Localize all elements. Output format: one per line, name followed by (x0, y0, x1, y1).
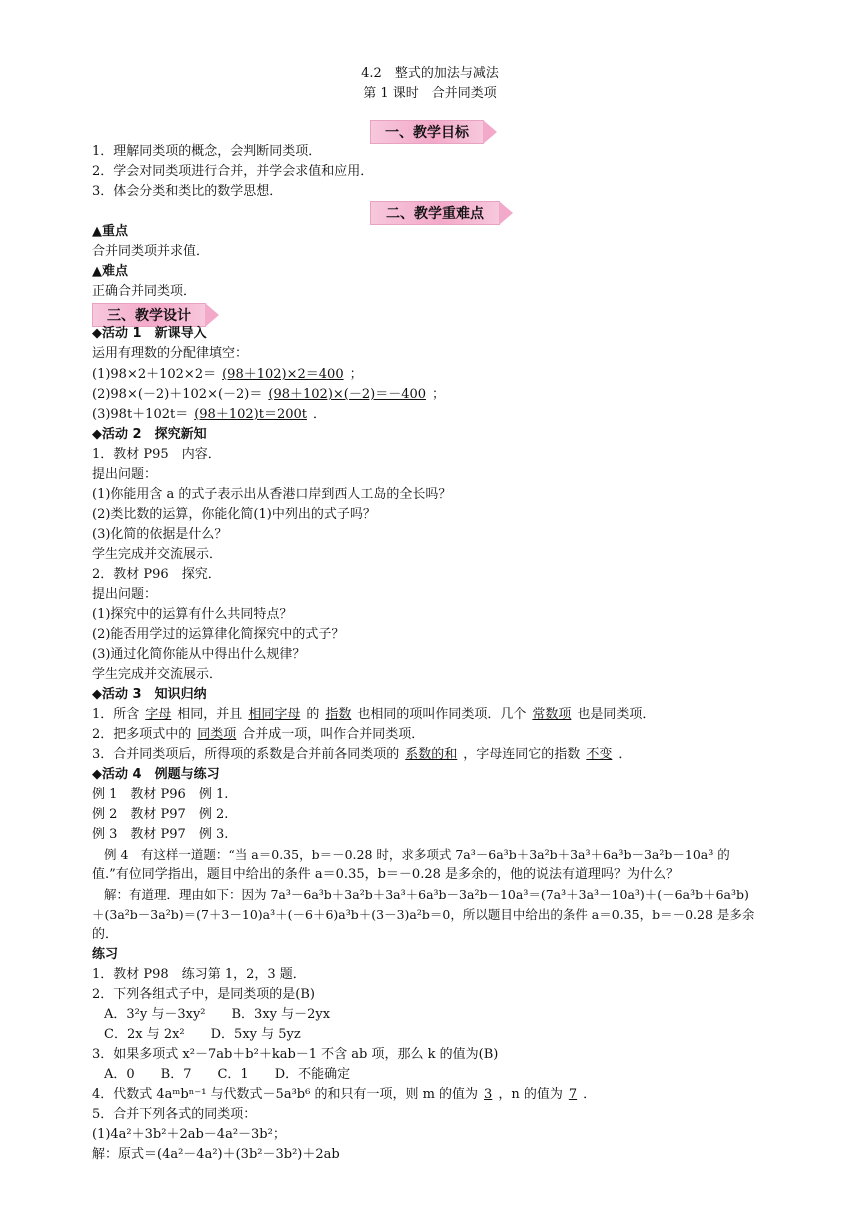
answer-blank: 7 (568, 1087, 578, 1102)
solution-text: 的． (92, 927, 119, 942)
practice-options: A．3²y 与－3xy² B．3xy 与－2yx (104, 1007, 331, 1022)
example-line: 例 1 教材 P96 例 1. (92, 787, 229, 802)
example-4-text: 值.”有位同学指出，题目中给出的条件 a＝0.35，b＝－0.28 是多余的，他的说法有道理吗？为什么？ (92, 867, 680, 882)
activity-line: (2)类比数的运算，你能化简(1)中列出的式子吗？ (92, 507, 376, 522)
text: 4．代数式 4aᵐbⁿ⁻¹ 与代数式－5a³b⁶ 的和只有一项，则 m 的值为 (92, 1087, 479, 1102)
text: 3．合并同类项后，所得项的系数是合并前各同类项的 (92, 747, 400, 762)
section-banner-design (92, 303, 206, 327)
section-banner-key (370, 201, 500, 225)
answer-blank: 常数项 (532, 707, 572, 722)
section-heading-design: 三、教学设计 (107, 308, 191, 324)
practice-heading: 练习 (92, 947, 119, 962)
text: 1．所含 (92, 707, 140, 722)
goal-item: 3．体会分类和类比的数学思想． (92, 184, 283, 199)
fill-question-2 (92, 386, 802, 404)
activity-line: 学生完成并交流展示． (92, 547, 223, 562)
difficulty-text: 正确合并同类项． (92, 284, 197, 299)
practice-item: 1．教材 P98 练习第 1，2，3 题． (92, 967, 306, 982)
arrow-icon (205, 303, 219, 327)
activity-heading: ◆活动 2 探究新知 (92, 427, 207, 442)
activity-line: 1．教材 P95 内容． (92, 447, 221, 462)
practice-solution: 解：原式＝(4a²－4a²)＋(3b²－3b²)＋2ab (92, 1147, 340, 1162)
section-heading-goals: 一、教学目标 (385, 125, 469, 141)
activity-line: (3)化简的依据是什么？ (92, 527, 228, 542)
activity-heading: ◆活动 1 新课导入 (92, 326, 207, 341)
summary-line-1 (92, 706, 802, 724)
answer-blank: 字母 (145, 707, 172, 722)
answer-blank: (98＋102)×(－2)＝－400 (268, 387, 427, 402)
punctuation: ； (432, 387, 446, 402)
example-4-text: 例 4 有这样一道题：“当 a＝0.35，b＝－0.28 时，求多项式 7a³－6a³b＋3a²b＋3a³＋6a³b－3a²b－10a³ 的 (104, 847, 730, 862)
example-line: 例 2 教材 P97 例 2. (92, 807, 229, 822)
text: 的 (306, 707, 320, 722)
text: 也是同类项． (577, 707, 656, 722)
practice-item-4 (92, 1086, 802, 1104)
answer-blank: 指数 (325, 707, 352, 722)
practice-item: 2．下列各组式子中，是同类项的是(B) (92, 987, 315, 1002)
practice-options: C．2x 与 2x² D．5xy 与 5yz (104, 1027, 301, 1042)
answer-blank: 3 (484, 1087, 493, 1102)
activity-line: (1)你能用含 a 的式子表示出从香港口岸到西人工岛的全长吗？ (92, 487, 452, 502)
section-banner-goals (370, 120, 484, 144)
answer-blank: 系数的和 (405, 747, 458, 762)
punctuation: ． (312, 407, 326, 422)
example-line: 例 3 教材 P97 例 3. (92, 827, 229, 842)
text: ． (583, 1087, 597, 1102)
activity-line: 2．教材 P96 探究． (92, 567, 221, 582)
text: ． (618, 747, 632, 762)
punctuation: ； (349, 367, 363, 382)
activity-line: 提出问题： (92, 587, 158, 602)
answer-blank: 相同字母 (248, 707, 301, 722)
summary-line-2 (92, 726, 802, 744)
summary-line-3 (92, 746, 802, 764)
activity-heading: ◆活动 3 知识归纳 (92, 687, 207, 702)
activity-heading: ◆活动 4 例题与练习 (92, 767, 220, 782)
practice-item: 3．如果多项式 x²－7ab＋b²＋kab－1 不含 ab 项，那么 k 的值为(B) (92, 1047, 499, 1062)
key-text: 合并同类项并求值． (92, 244, 210, 259)
text: ，字母连同它的指数 (463, 747, 581, 762)
activity-line: (2)能否用学过的运算律化简探究中的式子？ (92, 627, 345, 642)
question-text: (1)98×2＋102×2＝ (92, 367, 217, 382)
fill-question-3 (92, 406, 802, 424)
text: ，n 的值为 (498, 1087, 563, 1102)
activity-line: 提出问题： (92, 467, 158, 482)
goal-item: 1．理解同类项的概念，会判断同类项． (92, 144, 322, 159)
answer-blank: 不变 (586, 747, 613, 762)
difficulty-label: ▲难点 (92, 264, 128, 279)
text: 也相同的项叫作同类项．几个 (357, 707, 527, 722)
answer-blank: (98＋102)×2＝400 (222, 367, 344, 382)
lesson-title: 4.2 整式的加法与减法 (361, 66, 499, 81)
section-heading-key: 二、教学重难点 (386, 206, 484, 222)
solution-text: 解：有道理．理由如下：因为 7a³－6a³b＋3a²b＋3a³＋6a³b－3a²b－10a³＝(7a³＋3a³－10a³)＋(－6a³b＋6a³b) (104, 887, 749, 902)
question-text: (3)98t＋102t＝ (92, 407, 189, 422)
activity-line: (3)通过化简你能从中得出什么规律？ (92, 647, 306, 662)
fill-question-1 (92, 366, 802, 384)
text: 2．把多项式中的 (92, 727, 192, 742)
solution-text: ＋(3a²b－3a²b)＝(7＋3－10)a³＋(－6＋6)a³b＋(3－3)a²b＝0，所以题目中给出的条件 a＝0.35，b＝－0.28 是多余 (92, 907, 755, 922)
question-text: (2)98×(－2)＋102×(－2)＝ (92, 387, 263, 402)
text: 相同，并且 (177, 707, 243, 722)
practice-subitem: (1)4a²＋3b²＋2ab－4a²－3b²； (92, 1127, 286, 1142)
arrow-icon (483, 120, 497, 144)
lesson-subtitle: 第 1 课时 合并同类项 (363, 86, 497, 101)
activity-intro: 运用有理数的分配律填空： (92, 346, 249, 361)
key-label: ▲重点 (92, 224, 128, 239)
arrow-icon (499, 201, 513, 225)
answer-blank: 同类项 (197, 727, 237, 742)
answer-blank: (98＋102)t＝200t (194, 407, 307, 422)
practice-item: 5．合并下列各式的同类项： (92, 1107, 257, 1122)
practice-options: A．0 B．7 C．1 D．不能确定 (104, 1067, 351, 1082)
text: 合并成一项，叫作合并同类项． (242, 727, 425, 742)
activity-line: 学生完成并交流展示． (92, 667, 223, 682)
activity-line: (1)探究中的运算有什么共同特点？ (92, 607, 293, 622)
goal-item: 2．学会对同类项进行合并，并学会求值和应用． (92, 164, 374, 179)
